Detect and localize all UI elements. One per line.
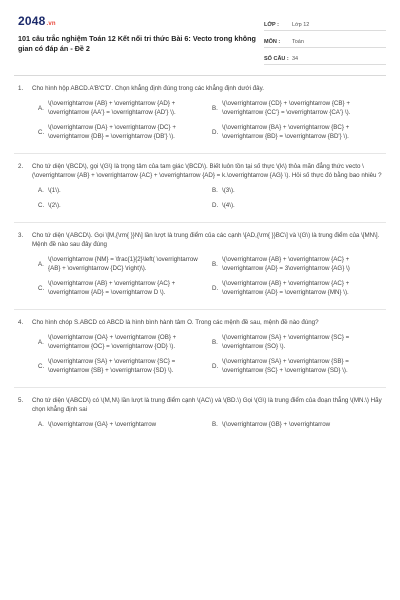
option-d[interactable] xyxy=(212,201,386,210)
option-text: \(\overrightarrow {CD} + \overrightarrow {CB} + \overrightarrow {CC'} = \overrightarrow {CA'} \). xyxy=(222,100,351,116)
site-logo[interactable] xyxy=(18,14,256,28)
option-letter: B. xyxy=(212,104,218,112)
question-text: Cho tứ diện \(ABCD\). Gọi \[M,{\rm{ }}N\] lần lượt là trung điểm của các cạnh \[AD,{\rm{ }}BC\] và \(G\) là trung điểm của \[MN\]. Mệnh đề nào sau đây đúng xyxy=(32,232,380,248)
option-text: \(\overrightarrow {AB} + \overrightarrow {AC} + \overrightarrow {AD} = \overrightarrow D \). xyxy=(48,280,176,296)
question-text: Cho hình chóp S.ABCD có ABCD là hình bình hành tâm O. Trong các mệnh đề sau, mệnh đề nào đúng? xyxy=(32,319,319,326)
option-a[interactable] xyxy=(38,255,212,273)
option-text: \(\overrightarrow {GA} + \overrightarrow xyxy=(48,421,157,428)
logo-suffix: .vn xyxy=(46,21,56,27)
worksheet-header xyxy=(0,0,400,73)
option-a[interactable] xyxy=(38,333,212,351)
options-grid xyxy=(18,99,386,147)
option-text: \(\overrightarrow {BA} + \overrightarrow {BC} + \overrightarrow {BD} = \overrightarrow {BD'} \). xyxy=(222,124,350,140)
option-text: \(\overrightarrow {OA} + \overrightarrow {OB} + \overrightarrow {OC} = \overrightarrow {OD} \). xyxy=(48,334,177,350)
option-letter: B. xyxy=(212,421,218,428)
option-text: \(2\). xyxy=(48,202,61,209)
option-text: \(\overrightarrow {SA} + \overrightarrow {SB} = \overrightarrow {SC} + \overrightarrow {SD} \). xyxy=(222,358,349,374)
question-divider xyxy=(14,153,386,154)
option-text: \(\overrightarrow {SA} + \overrightarrow {SC} = \overrightarrow {SO} \). xyxy=(222,334,350,350)
option-text: \(\overrightarrow {NM} = \frac{1}{2}\left( \overrightarrow {AB} + \overrightarrow {DC} \right)\). xyxy=(48,256,198,272)
option-letter: C. xyxy=(38,202,45,209)
option-a[interactable] xyxy=(38,420,212,429)
option-b[interactable] xyxy=(212,186,386,195)
option-d[interactable] xyxy=(212,279,386,297)
option-text: \(\overrightarrow {GB} + \overrightarrow xyxy=(222,421,331,428)
option-a[interactable] xyxy=(38,99,212,117)
option-b[interactable] xyxy=(212,333,386,351)
question-text: Cho tứ diện \(BCD\), gọi \(G\) là trọng tâm của tam giác \(BCD\). Biết luôn tồn tại số thực \(k\) thỏa mãn đẳng thức vecto \(\overrightarrow {AB} + \overrightarrow {AC} + \overrightarrow {AD} = k.\overrightarrow {AG} \). Hỏi số thực đó bằng bao nhiêu ? xyxy=(32,163,382,179)
question-text: Cho hình hộp ABCD.A'B'C'D'. Chọn khẳng định đúng trong các khẳng định dưới đây. xyxy=(32,85,264,92)
option-c[interactable] xyxy=(38,279,212,297)
options-grid xyxy=(18,333,386,381)
option-letter: B. xyxy=(212,338,218,346)
question-number: 5. xyxy=(18,397,24,404)
option-letter: B. xyxy=(212,187,218,194)
header-left xyxy=(18,14,256,65)
meta-count-row xyxy=(264,48,386,65)
option-letter: C. xyxy=(38,284,45,292)
option-text: \(\overrightarrow {AB} + \overrightarrow {AC} + \overrightarrow {AD} = 3\overrightarrow {AG} \) xyxy=(222,256,350,272)
question-2 xyxy=(0,162,400,216)
option-text: \(\overrightarrow {DA} + \overrightarrow {DC} + \overrightarrow {DB} = \overrightarrow {DB'} \). xyxy=(48,124,176,140)
option-b[interactable] xyxy=(212,420,386,429)
logo-main: 2048 xyxy=(18,14,46,28)
meta-subject-label: MÔN : xyxy=(264,39,281,45)
question-number: 4. xyxy=(18,319,24,326)
meta-grade-value: Lớp 12 xyxy=(292,22,310,28)
option-letter: D. xyxy=(212,362,219,370)
option-c[interactable] xyxy=(38,123,212,141)
option-letter: C. xyxy=(38,128,45,136)
option-c[interactable] xyxy=(38,357,212,375)
question-3 xyxy=(0,231,400,303)
option-text: \(4\). xyxy=(222,202,235,209)
option-a[interactable] xyxy=(38,186,212,195)
question-text: Cho tứ diện \(ABCD\) có \(M,N\) lần lượt là trung điểm cạnh \(AC\) và \(BD.\) Gọi \(G\) là trung điểm của đoạn thẳng \(MN.\) Hãy chọn khẳng định sai xyxy=(32,397,382,413)
question-number: 1. xyxy=(18,85,24,92)
question-1 xyxy=(0,84,400,147)
option-b[interactable] xyxy=(212,255,386,273)
option-b[interactable] xyxy=(212,99,386,117)
question-divider xyxy=(14,222,386,223)
question-number: 2. xyxy=(18,163,24,170)
question-divider xyxy=(14,309,386,310)
options-grid xyxy=(18,420,386,435)
option-letter: D. xyxy=(212,202,219,209)
option-letter: A. xyxy=(38,260,44,268)
option-text: \(1\). xyxy=(48,187,61,194)
option-text: \(3\). xyxy=(222,187,235,194)
option-letter: A. xyxy=(38,421,44,428)
meta-panel xyxy=(256,14,386,65)
option-letter: D. xyxy=(212,128,219,136)
meta-grade-label: LỚP : xyxy=(264,22,279,28)
options-grid xyxy=(18,186,386,216)
option-text: \(\overrightarrow {AB} + \overrightarrow {AD} + \overrightarrow {AA'} = \overrightarrow {AD'} \). xyxy=(48,100,176,116)
option-text: \(\overrightarrow {AB} + \overrightarrow {AC} + \overrightarrow {AD} = \overrightarrow {MN} \). xyxy=(222,280,350,296)
option-text: \(\overrightarrow {SA} + \overrightarrow {SC} = \overrightarrow {SB} + \overrightarrow {SD} \). xyxy=(48,358,176,374)
meta-grade-row xyxy=(264,14,386,31)
header-divider xyxy=(14,75,386,76)
option-letter: A. xyxy=(38,104,44,112)
option-letter: A. xyxy=(38,338,44,346)
meta-subject-value: Toán xyxy=(292,39,304,45)
option-c[interactable] xyxy=(38,201,212,210)
question-5 xyxy=(0,396,400,435)
options-grid xyxy=(18,255,386,303)
option-letter: A. xyxy=(38,187,44,194)
option-letter: B. xyxy=(212,260,218,268)
meta-count-value: 34 xyxy=(292,56,299,62)
option-letter: C. xyxy=(38,362,45,370)
question-divider xyxy=(14,387,386,388)
meta-subject-row xyxy=(264,31,386,48)
option-letter: D. xyxy=(212,284,219,292)
question-number: 3. xyxy=(18,232,24,239)
meta-count-label: SỐ CÂU : xyxy=(264,56,289,62)
question-4 xyxy=(0,318,400,381)
option-d[interactable] xyxy=(212,123,386,141)
option-d[interactable] xyxy=(212,357,386,375)
worksheet-title: 101 câu trắc nghiệm Toán 12 Kết nối tri thức Bài 6: Vecto trong không gian có đáp án - Đề 2 xyxy=(18,34,256,53)
